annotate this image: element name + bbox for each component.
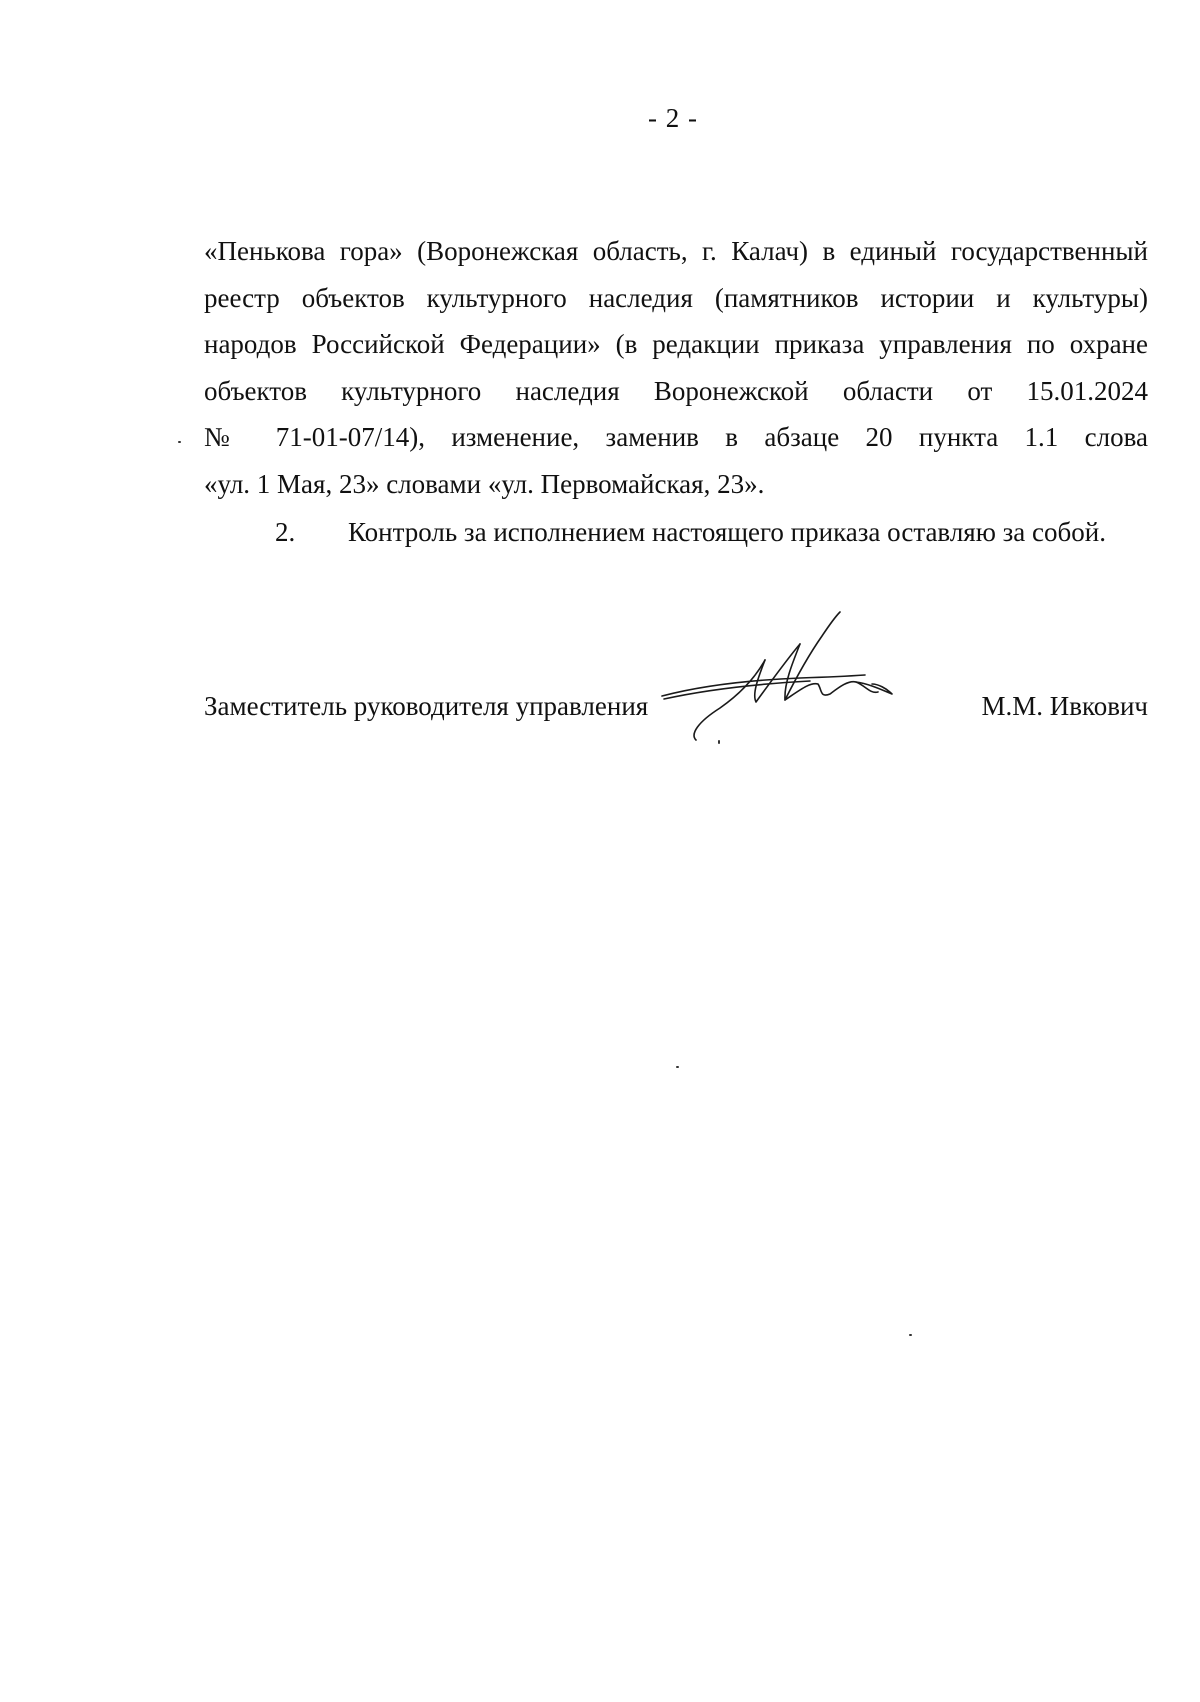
scan-speck: [909, 1334, 912, 1336]
scan-speck: [676, 1066, 679, 1068]
list-item-text: Контроль за исполнением настоящего приказа оставляю за собой.: [348, 517, 1106, 547]
handwritten-signature: [660, 608, 935, 748]
scan-speck: [178, 441, 181, 443]
paragraph-line: объектов культурного наследия Воронежской области от 15.01.2024: [204, 375, 1148, 406]
paragraph-line: «ул. 1 Мая, 23» словами «ул. Первомайская, 23».: [204, 468, 765, 499]
signatory-title: Заместитель руководителя управления: [204, 691, 649, 721]
list-item-number: 2.: [275, 517, 296, 547]
list-item-2: [204, 509, 1148, 556]
page-number: - 2 -: [648, 103, 698, 133]
paragraph-line: № 71-01-07/14), изменение, заменив в абзаце 20 пункта 1.1 слова: [204, 422, 1148, 452]
paragraph-line: народов Российской Федерации» (в редакции приказа управления по охране: [204, 329, 1148, 359]
paragraph-line: реестр объектов культурного наследия (памятников истории и культуры): [204, 282, 1148, 313]
document-body: [204, 228, 1148, 556]
signatory-name: М.М. Ивкович: [981, 691, 1148, 721]
scan-speck: [718, 740, 720, 744]
paragraph-line: «Пенькова гора» (Воронежская область, г. Калач) в единый государственный: [204, 236, 1148, 266]
